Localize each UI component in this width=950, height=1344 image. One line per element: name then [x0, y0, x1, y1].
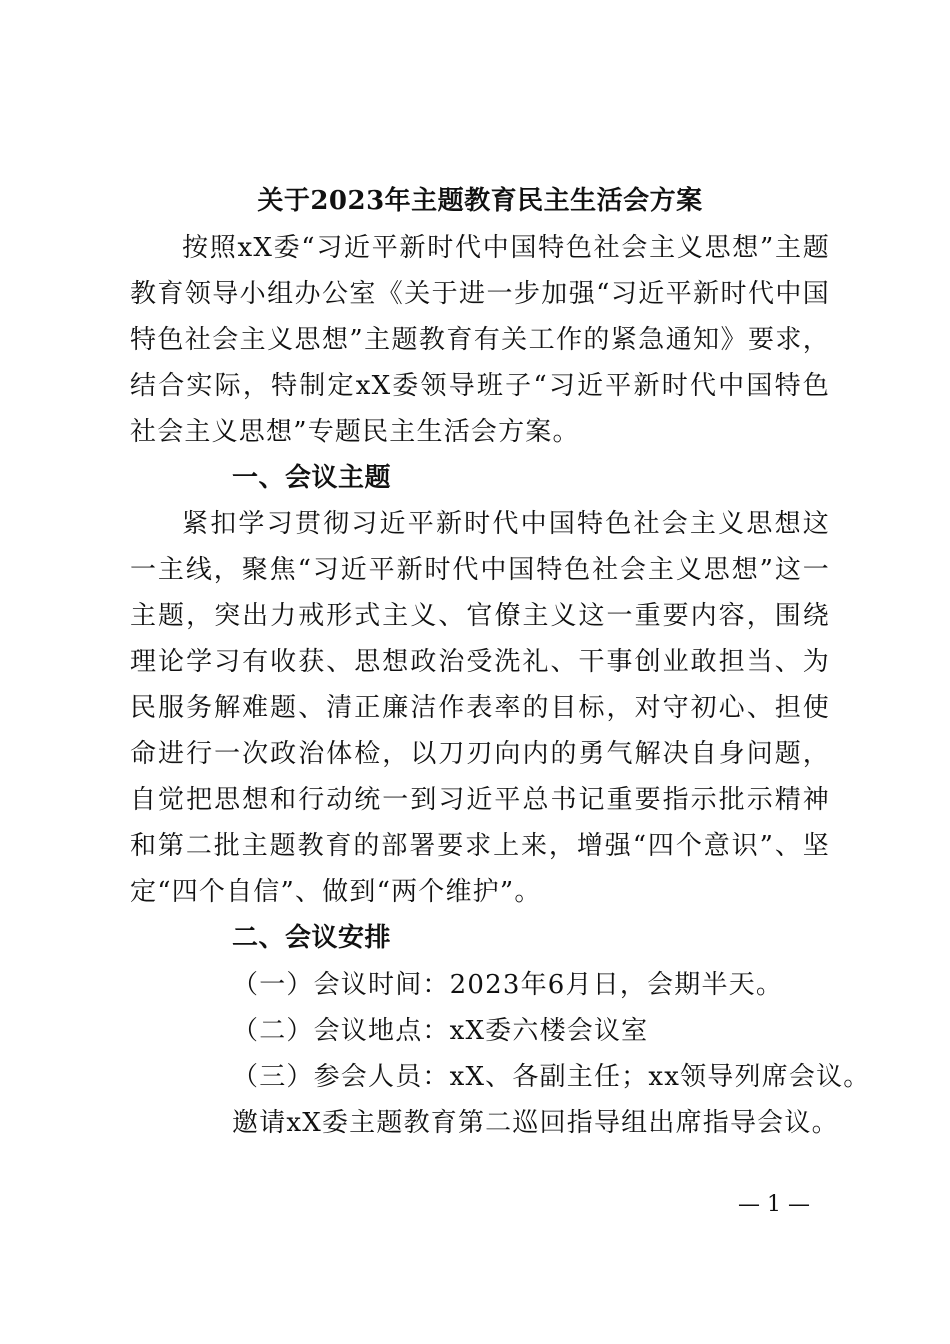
document-title: 关于2023年主题教育民主生活会方案	[257, 186, 703, 216]
section-heading-meeting-arrangement: 二、会议安排	[232, 923, 392, 953]
meeting-time-line: （一）会议时间：2023年6月日，会期半天。	[232, 970, 784, 1000]
meeting-location-line: （二）会议地点：xX委六楼会议室	[232, 1016, 649, 1046]
intro-paragraph: 按照xX委“习近平新时代中国特色社会主义思想”主题教育领导小组办公室《关于进一步加强“习近平新时代中国特色社会主义思想”主题教育有关工作的紧急通知》要求，结合实际，特制定xX委领导班子“习近平新时代中国特色社会主义思想”专题民主生活会方案。	[130, 233, 830, 447]
section-heading-meeting-theme: 一、会议主题	[232, 463, 392, 493]
meeting-invitation-line: 邀请xX委主题教育第二巡回指导组出席指导会议。	[232, 1108, 839, 1138]
meeting-theme-paragraph: 紧扣学习贯彻习近平新时代中国特色社会主义思想这一主线，聚焦“习近平新时代中国特色社会主义思想”这一主题，突出力戒形式主义、官僚主义这一重要内容，围绕理论学习有收获、思想政治受洗礼、干事创业敢担当、为民服务解难题、清正廉洁作表率的目标，对守初心、担使命进行一次政治体检，以刀刃向内的勇气解决自身问题，自觉把思想和行动统一到习近平总书记重要指示批示精神和第二批主题教育的部署要求上来，增强“四个意识”、坚定“四个自信”、做到“两个维护”。	[130, 509, 830, 907]
meeting-attendees-line: （三）参会人员：xX、各副主任；xx领导列席会议。	[232, 1062, 871, 1092]
page-number: — 1 —	[738, 1192, 810, 1217]
